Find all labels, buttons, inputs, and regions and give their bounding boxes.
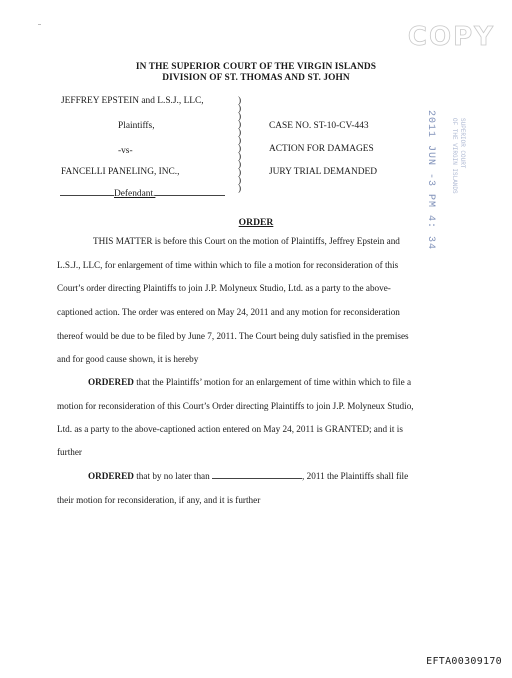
paren: ) bbox=[238, 112, 242, 122]
order-heading-wrap bbox=[0, 212, 512, 230]
defendant-name: FANCELLI PANELING, INC., bbox=[61, 167, 180, 177]
scan-speck bbox=[38, 24, 41, 25]
ordered-label: ORDERED bbox=[88, 471, 134, 481]
ordered-label: ORDERED bbox=[88, 377, 134, 387]
para2-line: further bbox=[57, 447, 82, 457]
para1-line: THIS MATTER is before this Court on the motion of Plaintiffs, Jeffrey Epstein and bbox=[93, 236, 400, 246]
defendant-underline-lead bbox=[60, 195, 114, 196]
plaintiff-role: Plaintiffs, bbox=[118, 121, 155, 131]
plaintiff-name: JEFFREY EPSTEIN and L.S.J., LLC, bbox=[61, 96, 204, 106]
date-blank-line bbox=[212, 478, 302, 479]
paren: ) bbox=[238, 168, 242, 178]
filed-court-stamp-2: OF THE VIRGIN ISLANDS bbox=[451, 118, 458, 194]
action-type: ACTION FOR DAMAGES bbox=[269, 144, 374, 154]
paren: ) bbox=[238, 136, 242, 146]
para3-first-b: , 2011 the Plaintiffs shall file bbox=[302, 471, 409, 481]
versus-label: -vs- bbox=[118, 146, 133, 156]
court-title-line-1: IN THE SUPERIOR COURT OF THE VIRGIN ISLANDS bbox=[135, 62, 377, 72]
paren: ) bbox=[238, 144, 242, 154]
para2-first-line bbox=[88, 377, 411, 387]
caption-parentheses bbox=[238, 97, 241, 193]
para2-first-rest: that the Plaintiffs’ motion for an enlargement of time within which to file a bbox=[133, 377, 412, 387]
filed-date-stamp: 2011 JUN -3 PM 4: 34 bbox=[425, 110, 436, 251]
defendant-role: Defendant. bbox=[114, 189, 156, 199]
para1-line: Court’s order directing Plaintiffs to join J.P. Molyneux Studio, Ltd. as a party to the above- bbox=[57, 283, 391, 293]
defendant-role-line bbox=[60, 189, 225, 199]
filed-court-stamp-1: SUPERIOR COURT bbox=[459, 118, 466, 169]
para3-line: their motion for reconsideration, if any, and it is further bbox=[57, 495, 261, 505]
para3-first-a: that by no later than bbox=[133, 471, 213, 481]
para1-line: and for good cause shown, it is hereby bbox=[57, 354, 199, 364]
para2-line: motion for reconsideration of this Court’s Order directing Plaintiffs to join J.P. Molyneux Studio, bbox=[57, 401, 414, 411]
para2-line: Ltd. as a party to the above-captioned action entered on May 24, 2011 is GRANTED; and it is bbox=[57, 424, 403, 434]
paren: ) bbox=[238, 176, 242, 186]
bates-number: EFTA00309170 bbox=[426, 656, 502, 667]
case-number: CASE NO. ST-10-CV-443 bbox=[269, 121, 369, 131]
para3-first-line bbox=[88, 471, 408, 481]
para1-line: L.S.J., LLC, for enlargement of time within which to file a motion for reconsideration of this bbox=[57, 260, 399, 270]
paren: ) bbox=[238, 104, 242, 114]
paren: ) bbox=[238, 96, 242, 106]
jury-demand: JURY TRIAL DEMANDED bbox=[269, 167, 377, 177]
paren: ) bbox=[238, 160, 242, 170]
paren: ) bbox=[238, 128, 242, 138]
para1-line: thereof would be due to be filed by June 7, 2011. The Court being duly satisfied in the premises bbox=[57, 331, 409, 341]
copy-stamp: COPY bbox=[407, 22, 495, 52]
paren: ) bbox=[238, 120, 242, 130]
defendant-underline-tail bbox=[155, 195, 225, 196]
paren: ) bbox=[238, 184, 242, 194]
paren: ) bbox=[238, 152, 242, 162]
para1-line: captioned action. The order was entered on May 24, 2011 and any motion for reconsideration bbox=[57, 307, 400, 317]
court-title-line-2: DIVISION OF ST. THOMAS AND ST. JOHN bbox=[162, 73, 350, 83]
order-heading: ORDER bbox=[238, 217, 274, 228]
